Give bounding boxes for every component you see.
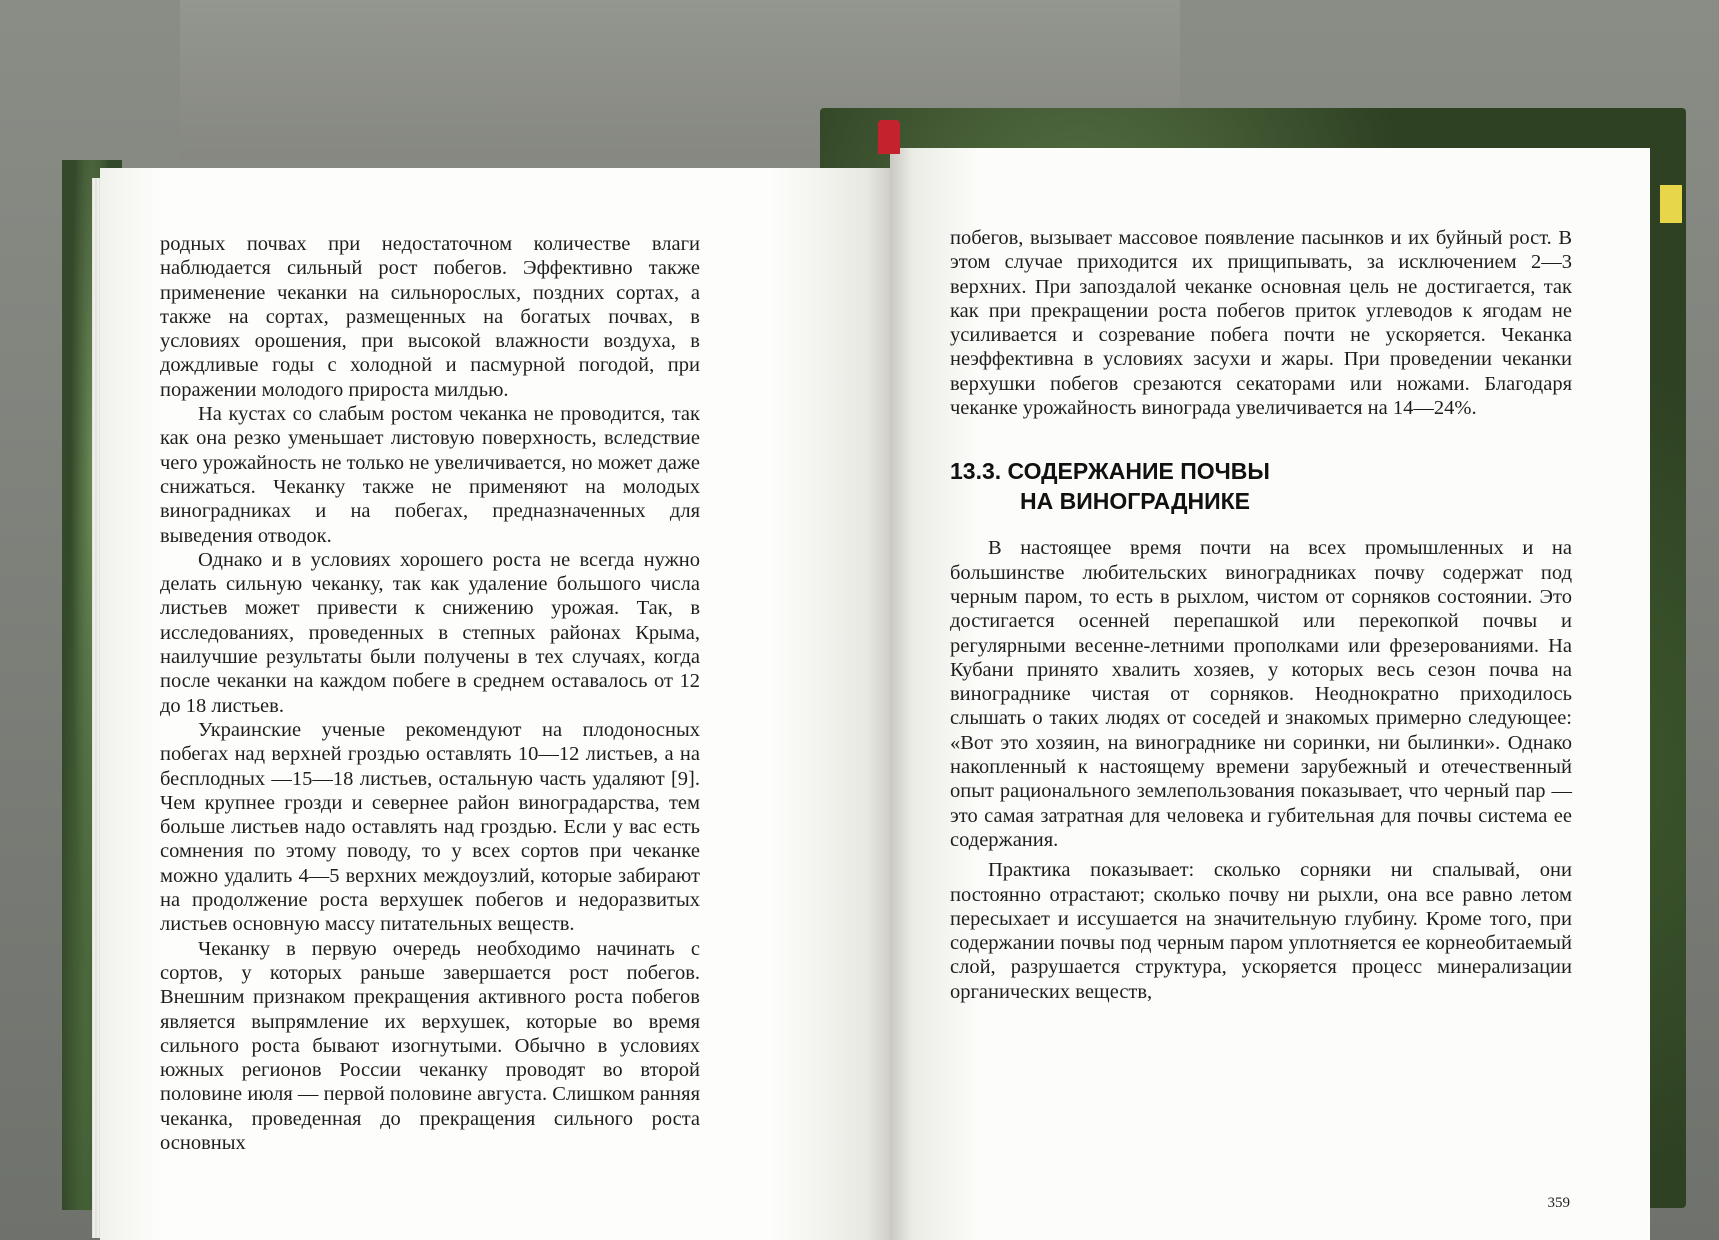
bookmark-ribbon [878, 120, 900, 154]
right-paragraph-2: В настоящее время почти на всех промышленных и на большинстве любительских виноградниках почву содержат под черным паром, то есть в рыхлом, чистом от сорняков состоянии. Это достигается осенней перепашкой или перекопкой почвы и регулярными весенне-летними прополками или фрезерованиями. На Кубани принято хвалить хозяев, у которых весь сезон почва на винограднике чистая от сорняков. Неоднократно приходилось слышать о таких людях от соседей и знакомых примерно следующее: «Вот это хозяин, на винограднике ни соринки, ни былинки». Однако накопленный к настоящему времени зарубежный и отечественный опыт рационального землепользования показывает, что черный пар — это самая затратная для человека и губительная для почвы система ее содержания. [950, 537, 1572, 851]
section-number: 13.3. [950, 458, 1002, 485]
left-paragraph-2: На кустах со слабым ростом чеканка не проводится, так как она резко уменьшает листовую поверхность, вследствие чего урожайность не только не увеличивается, но может даже снижаться. Чеканку также не применяют на молодых виноградниках и на побегах, предназначенных для выведения отводок. [160, 403, 700, 547]
left-paragraph-3: Однако и в условиях хорошего роста не всегда нужно делать сильную чеканку, так как удаление большого числа листьев может привести к снижению урожая. Так, в исследованиях, проведенных в степных районах Крыма, наилучшие результаты были получены в тех случаях, когда после чеканки на каждом побеге в среднем оставалось от 12 до 18 листьев. [160, 548, 700, 717]
section-title-line-2: НА ВИНОГРАДНИКЕ [1020, 488, 1250, 515]
section-heading [950, 456, 1572, 516]
left-paragraph-1: родных почвах при недостаточном количестве влаги наблюдается сильный рост побегов. Эффективно также применение чеканки на сильнорослых, поздних сортах, а также на сортах, размещенных на богатых почвах, в условиях орошения, при высокой влажности воздуха, в дождливые годы с холодной и пасмурной погодой, при поражении молодого прироста милдью. [160, 233, 700, 401]
right-page [890, 148, 1650, 1240]
page-number: 359 [1547, 1195, 1570, 1211]
left-paragraph-5: Чеканку в первую очередь необходимо начинать с сортов, у которых раньше завершается рост побегов. Внешним признаком прекращения активного роста побегов является выпрямление их верхушек, которые во время сильного роста бывают изогнутыми. Обычно в условиях южных регионов России чеканку проводят во второй половине июля — первой половине августа. Слишком ранняя чеканка, проведенная до прекращения сильного роста основных [160, 937, 700, 1154]
left-page-text [160, 232, 700, 1155]
section-title-line-1: СОДЕРЖАНИЕ ПОЧВЫ [1007, 458, 1270, 485]
cover-yellow-tab [1660, 185, 1682, 223]
right-paragraph-1: побегов, вызывает массовое появление пасынков и их буйный рост. В этом случае приходится их прищипывать, за исключением 2—3 верхних. При запоздалой чеканке основная цель не достигается, так как при прекращении роста побегов приток углеводов к ягодам не усиливается и созревание побега почти не ускоряется. Чеканка неэффективна в условиях засухи и жары. При проведении чеканки верхушки побегов срезаются секаторами или ножами. Благодаря чеканке урожайность винограда увеличивается на 14—24%. [950, 227, 1572, 420]
right-paragraph-3: Практика показывает: сколько сорняки ни спалывай, они постоянно отрастают; сколько почву ни рыхли, она все равно летом пересыхает и иссушается на значительную глубину. Кроме того, при содержании почвы под черным паром уплотняется ее корнеобитаемый слой, разрушается структура, ускоряется процесс минерализации органических веществ, [950, 859, 1572, 1003]
right-page-text [950, 226, 1572, 1004]
left-paragraph-4: Украинские ученые рекомендуют на плодоносных побегах над верхней гроздью оставлять 10—12 листьев, а на бесплодных —15—18 листьев, остальную часть удаляют [9]. Чем крупнее грозди и севернее район виноградарства, тем больше листьев надо оставлять над гроздью. Если у вас есть сомнения по этому поводу, то у всех сортов при чеканке можно удалить 4—5 верхних междоузлий, которые забирают на продолжение роста верхушек побегов и недоразвитых листьев основную массу питательных веществ. [160, 718, 700, 936]
left-page [100, 168, 890, 1240]
